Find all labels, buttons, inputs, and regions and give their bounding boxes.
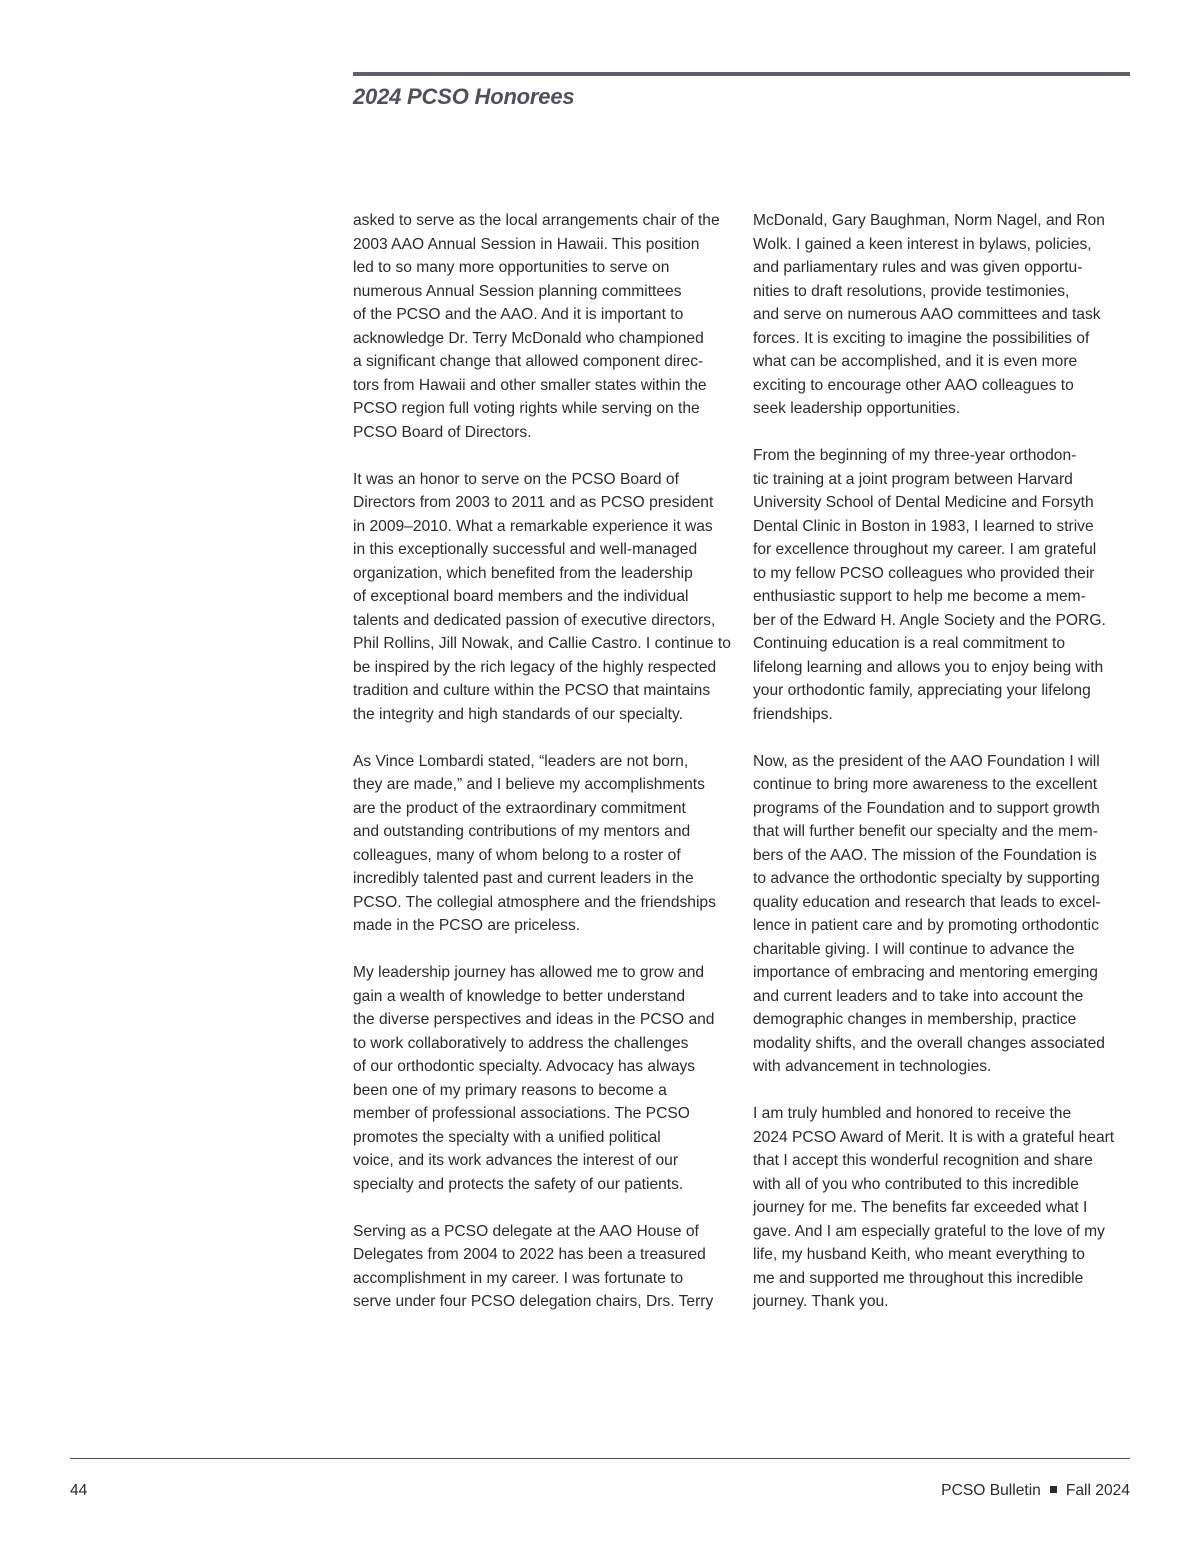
text-line: quality education and research that leads to excel- — [753, 893, 1101, 911]
text-line: member of professional associations. The PCSO — [353, 1105, 690, 1122]
footer-publication-info — [941, 1482, 1130, 1500]
text-line: Directors from 2003 to 2011 and as PCSO president — [353, 494, 714, 511]
text-line: promotes the specialty with a unified political — [353, 1128, 661, 1146]
right-column — [753, 209, 1133, 1337]
text-line: McDonald, Gary Baughman, Norm Nagel, and Ron — [753, 212, 1105, 229]
text-line: demographic changes in membership, practice — [753, 1011, 1077, 1028]
text-line: Delegates from 2004 to 2022 has been a treasured — [353, 1246, 706, 1263]
text-line: importance of embracing and mentoring emerging — [753, 964, 1098, 981]
text-line: of our orthodontic specialty. Advocacy has always — [353, 1058, 696, 1075]
text-line: lifelong learning and allows you to enjoy being with — [753, 658, 1104, 676]
text-line: to my fellow PCSO colleagues who provided their — [753, 564, 1095, 582]
text-line: lence in patient care and by promoting orthodontic — [753, 917, 1099, 934]
page-number: 44 — [70, 1482, 88, 1499]
text-line: incredibly talented past and current leaders in the — [353, 870, 694, 887]
text-line: tic training at a joint program between Harvard — [753, 470, 1073, 488]
text-line: As Vince Lombardi stated, “leaders are not born, — [353, 752, 689, 770]
text-line: enthusiastic support to help me become a mem- — [753, 588, 1086, 605]
header-rule — [353, 72, 1130, 76]
text-line: tradition and culture within the PCSO that maintains — [353, 682, 711, 699]
text-line: the diverse perspectives and ideas in the PCSO and — [353, 1011, 715, 1028]
text-line: and serve on numerous AAO committees and task — [753, 306, 1101, 323]
text-line: led to so many more opportunities to serve on — [353, 259, 670, 276]
text-line: bers of the AAO. The mission of the Foundation is — [753, 846, 1097, 864]
text-line: ber of the Edward H. Angle Society and the PORG. — [753, 611, 1106, 629]
text-line: the integrity and high standards of our specialty. — [353, 705, 683, 723]
text-line: of exceptional board members and the individual — [353, 588, 689, 605]
text-line: charitable giving. I will continue to advance the — [753, 940, 1075, 958]
text-line: 2003 AAO Annual Session in Hawaii. This position — [353, 235, 700, 253]
text-line: made in the PCSO are priceless. — [353, 917, 581, 934]
text-line: My leadership journey has allowed me to grow and — [353, 964, 705, 981]
text-line: Dental Clinic in Boston in 1983, I learned to strive — [753, 517, 1094, 535]
text-line: asked to serve as the local arrangements chair of the — [353, 212, 720, 229]
body-paragraph — [353, 468, 733, 727]
text-line: modality shifts, and the overall changes associated — [753, 1034, 1105, 1052]
text-line: colleagues, many of whom belong to a roster of — [353, 846, 681, 864]
text-line: with all of you who contributed to this incredible — [753, 1175, 1079, 1193]
text-line: I am truly humbled and honored to receive the — [753, 1105, 1072, 1122]
issue-date: Fall 2024 — [1065, 1482, 1130, 1499]
left-column — [353, 209, 733, 1337]
text-line: for excellence throughout my career. I am grateful — [753, 541, 1097, 558]
text-line: with advancement in technologies. — [753, 1058, 992, 1075]
body-paragraph — [353, 750, 733, 938]
text-line: that I accept this wonderful recognition and share — [753, 1152, 1093, 1169]
text-line: friendships. — [753, 705, 833, 723]
text-line: a significant change that allowed component direc- — [353, 353, 704, 370]
text-line: 2024 PCSO Award of Merit. It is with a grateful heart — [753, 1128, 1115, 1146]
section-title: 2024 PCSO Honorees — [353, 84, 575, 109]
text-line: From the beginning of my three-year orthodon- — [753, 447, 1077, 464]
text-line: talents and dedicated passion of executive directors, — [353, 611, 716, 629]
publication-name: PCSO Bulletin — [941, 1482, 1041, 1499]
text-line: seek leadership opportunities. — [753, 400, 961, 417]
text-line: It was an honor to serve on the PCSO Board of — [353, 470, 679, 488]
text-line: organization, which benefited from the leadership — [353, 564, 693, 582]
text-line: and current leaders and to take into account the — [753, 987, 1084, 1005]
text-line: Continuing education is a real commitment to — [753, 635, 1066, 652]
text-line: acknowledge Dr. Terry McDonald who championed — [353, 329, 704, 347]
body-paragraph — [353, 209, 733, 444]
text-line: been one of my primary reasons to become a — [353, 1081, 667, 1099]
text-line: Phil Rollins, Jill Nowak, and Callie Castro. I continue to — [353, 635, 731, 652]
body-paragraph — [753, 444, 1133, 726]
text-line: numerous Annual Session planning committees — [353, 282, 682, 300]
text-line: voice, and its work advances the interest of our — [353, 1152, 679, 1169]
text-line: PCSO region full voting rights while serving on the — [353, 400, 700, 417]
text-line: tors from Hawaii and other smaller states within the — [353, 376, 707, 394]
text-line: journey for me. The benefits far exceeded what I — [753, 1199, 1088, 1216]
text-line: accomplishment in my career. I was fortunate to — [353, 1269, 684, 1287]
text-line: they are made,” and I believe my accomplishments — [353, 776, 705, 793]
text-line: programs of the Foundation and to support growth — [753, 799, 1100, 817]
text-line: are the product of the extraordinary commitment — [353, 799, 686, 817]
text-line: Serving as a PCSO delegate at the AAO House of — [353, 1222, 699, 1240]
body-paragraph — [753, 750, 1133, 1079]
text-line: to work collaboratively to address the challenges — [353, 1034, 689, 1052]
body-paragraph — [753, 209, 1133, 421]
body-paragraph — [353, 961, 733, 1196]
text-line: me and supported me throughout this incredible — [753, 1269, 1084, 1287]
text-line: journey. Thank you. — [753, 1293, 889, 1310]
text-line: what can be accomplished, and it is even more — [753, 353, 1078, 370]
bullet-separator-icon — [1050, 1486, 1057, 1493]
text-line: nities to draft resolutions, provide testimonies, — [753, 282, 1070, 300]
text-line: your orthodontic family, appreciating your lifelong — [753, 682, 1091, 699]
text-line: and outstanding contributions of my mentors and — [353, 823, 691, 840]
body-paragraph — [753, 1102, 1133, 1314]
text-line: Wolk. I gained a keen interest in bylaws, policies, — [753, 235, 1092, 253]
text-line: specialty and protects the safety of our patients. — [353, 1175, 684, 1193]
text-line: gave. And I am especially grateful to the love of my — [753, 1222, 1105, 1240]
text-line: to advance the orthodontic specialty by supporting — [753, 870, 1100, 887]
text-line: in this exceptionally successful and well-managed — [353, 541, 698, 558]
text-line: PCSO. The collegial atmosphere and the friendships — [353, 893, 716, 911]
text-line: continue to bring more awareness to the excellent — [753, 776, 1098, 793]
body-paragraph — [353, 1220, 733, 1314]
text-line: PCSO Board of Directors. — [353, 423, 532, 441]
footer-rule — [70, 1458, 1130, 1459]
text-line: life, my husband Keith, who meant everything to — [753, 1246, 1085, 1263]
text-line: Now, as the president of the AAO Foundation I will — [753, 752, 1100, 770]
text-line: of the PCSO and the AAO. And it is important to — [353, 306, 684, 323]
text-line: and parliamentary rules and was given opportu- — [753, 259, 1083, 276]
text-line: that will further benefit our specialty and the mem- — [753, 823, 1098, 840]
text-line: be inspired by the rich legacy of the highly respected — [353, 658, 717, 676]
text-line: in 2009–2010. What a remarkable experience it was — [353, 517, 713, 535]
text-line: gain a wealth of knowledge to better understand — [353, 987, 686, 1005]
text-line: exciting to encourage other AAO colleagues to — [753, 376, 1074, 394]
text-line: University School of Dental Medicine and Forsyth — [753, 494, 1094, 511]
text-line: forces. It is exciting to imagine the possibilities of — [753, 329, 1090, 347]
text-line: serve under four PCSO delegation chairs, Drs. Terry — [353, 1293, 714, 1310]
